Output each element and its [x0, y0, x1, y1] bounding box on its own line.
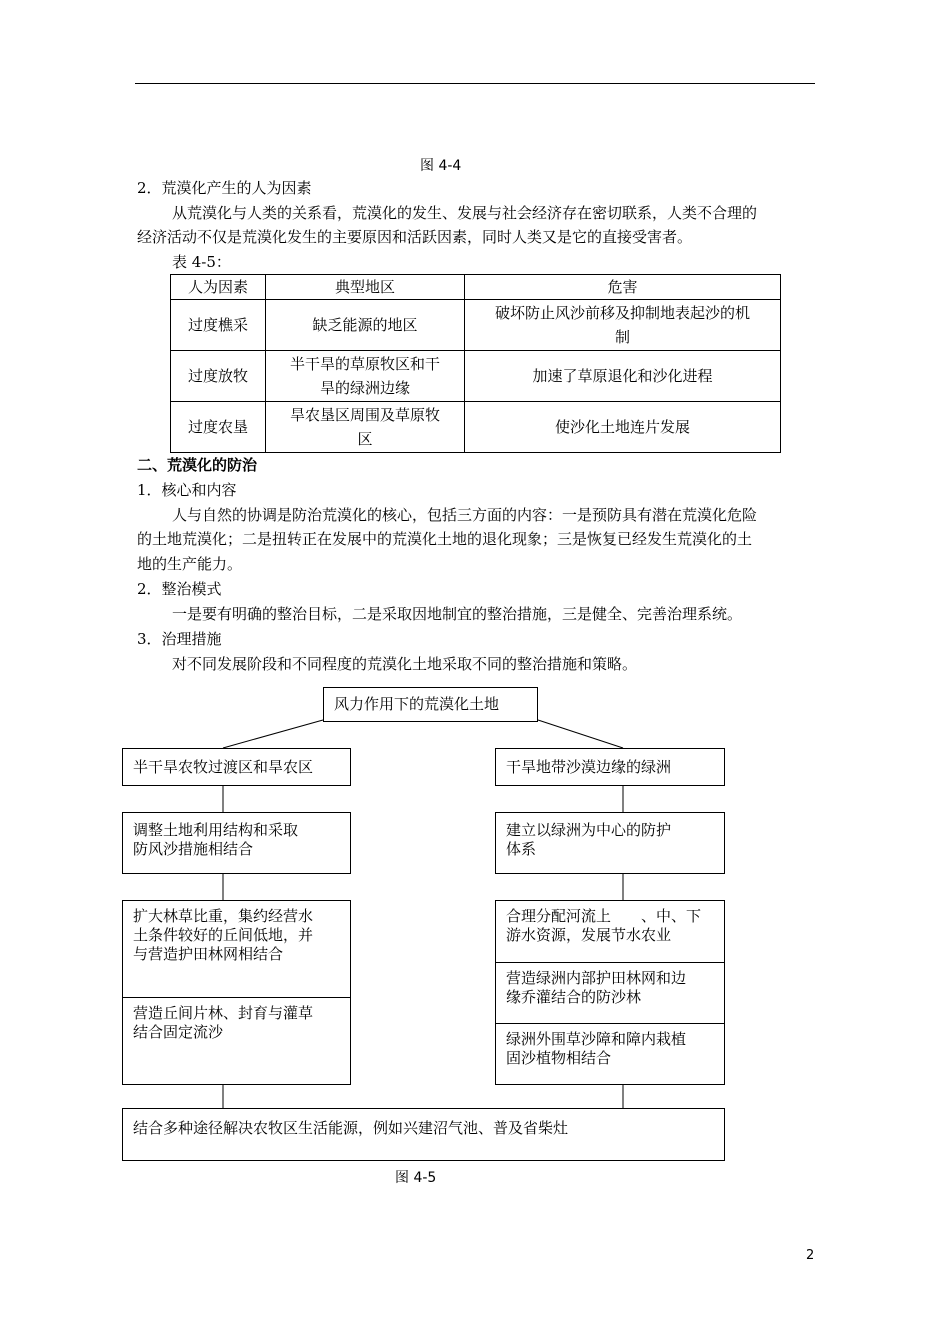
region-line: 旱的绿洲边缘 [319, 379, 410, 397]
paragraph-line: 人与自然的协调是防治荒漠化的核心，包括三方面的内容：一是预防具有潜在荒漠化危险 [172, 506, 758, 524]
section-2-title: 2．荒漠化产生的人为因素 [137, 179, 312, 197]
table-header-cell: 危害 [465, 275, 781, 300]
table-cell-harm: 使沙化土地连片发展 [465, 402, 781, 453]
box-line: 游水资源，发展节水农业 [506, 926, 672, 944]
flow-right-mid-box [495, 812, 725, 874]
box-line: 合理分配河流上 、中、下 [506, 907, 702, 925]
flow-right-detail-3 [496, 1024, 724, 1074]
paragraph-line: 对不同发展阶段和不同程度的荒漠化土地采取不同的整治措施和策略。 [172, 655, 638, 673]
box-line: 体系 [506, 840, 537, 858]
figure-4-5-caption: 图 4-5 [395, 1170, 437, 1186]
table-cell-region: 缺乏能源的地区 [266, 300, 465, 351]
flow-root-box: 风力作用下的荒漠化土地 [323, 687, 538, 722]
flow-left-head-box: 半干旱农牧过渡区和旱农区 [122, 748, 351, 786]
figure-4-4-caption: 图 4-4 [420, 158, 462, 174]
connector-line [223, 720, 323, 748]
flow-right-detail-1 [496, 901, 724, 963]
table-cell-factor: 过度樵采 [171, 300, 266, 351]
table-cell-factor: 过度放牧 [171, 351, 266, 402]
table-header-cell: 人为因素 [171, 275, 266, 300]
flow-left-detail-box [122, 900, 351, 1085]
flow-right-detail-2 [496, 963, 724, 1024]
subsection-1-title: 1．核心和内容 [137, 481, 237, 499]
box-line: 固沙植物相结合 [506, 1049, 612, 1067]
box-line: 调整土地利用结构和采取 [133, 821, 299, 839]
box-line: 营造丘间片林、封育与灌草 [133, 1004, 314, 1022]
connector-line [538, 720, 623, 748]
box-line: 土条件较好的丘间低地，并 [133, 926, 314, 944]
box-line: 缘乔灌结合的防沙林 [506, 988, 642, 1006]
page-number: 2 [806, 1248, 815, 1263]
box-line: 扩大林草比重，集约经营水 [133, 907, 314, 925]
region-line: 区 [357, 430, 373, 448]
table-label: 表 4-5： [172, 253, 231, 271]
subsection-2-title: 2．整治模式 [137, 580, 222, 598]
flow-bottom-box: 结合多种途径解决农牧区生活能源，例如兴建沼气池、普及省柴灶 [122, 1108, 725, 1161]
region-line: 半干旱的草原牧区和干 [289, 355, 440, 373]
box-line: 结合固定流沙 [133, 1023, 224, 1041]
paragraph-line: 经济活动不仅是荒漠化发生的主要原因和活跃因素，同时人类又是它的直接受害者。 [137, 228, 693, 246]
box-line: 绿洲外围草沙障和障内栽植 [506, 1030, 687, 1048]
paragraph-line: 地的生产能力。 [137, 555, 243, 573]
flow-left-detail-1 [123, 901, 350, 998]
paragraph-line: 一是要有明确的整治目标，二是采取因地制宜的整治措施，三是健全、完善治理系统。 [172, 605, 743, 623]
flow-left-mid-box [122, 812, 351, 874]
box-line: 建立以绿洲为中心的防护 [506, 821, 672, 839]
box-line: 与营造护田林网相结合 [133, 945, 284, 963]
subsection-3-title: 3．治理措施 [137, 630, 222, 648]
harm-line: 制 [614, 328, 630, 346]
flow-left-detail-2 [123, 998, 350, 1048]
paragraph-line: 从荒漠化与人类的关系看，荒漠化的发生、发展与社会经济存在密切联系，人类不合理的 [172, 204, 758, 222]
flow-right-head-box: 干旱地带沙漠边缘的绿洲 [495, 748, 725, 786]
section-two-title: 二、荒漠化的防治 [137, 456, 258, 474]
flow-right-detail-box [495, 900, 725, 1085]
region-line: 旱农垦区周围及草原牧 [289, 406, 440, 424]
table-cell-harm: 加速了草原退化和沙化进程 [465, 351, 781, 402]
paragraph-line: 的土地荒漠化；二是扭转正在发展中的荒漠化土地的退化现象；三是恢复已经发生荒漠化的土 [137, 530, 753, 548]
box-line: 防风沙措施相结合 [133, 840, 254, 858]
table-header-cell: 典型地区 [266, 275, 465, 300]
table-cell-factor: 过度农垦 [171, 402, 266, 453]
harm-line: 破坏防止风沙前移及抑制地表起沙的机 [494, 304, 750, 322]
box-line: 营造绿洲内部护田林网和边 [506, 969, 687, 987]
